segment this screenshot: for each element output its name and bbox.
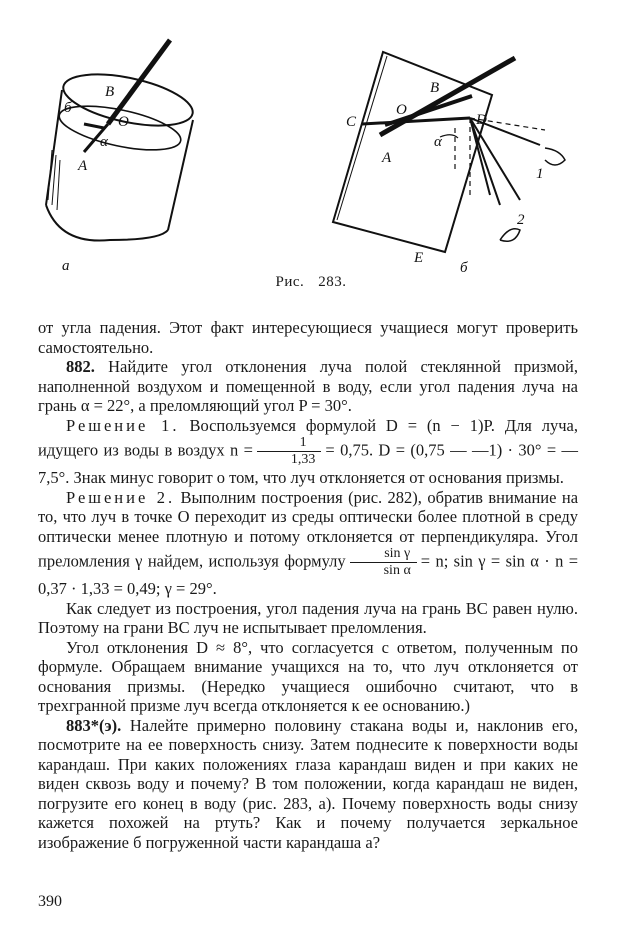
fraction-sin-denominator: sin α [383, 563, 411, 578]
prism-drawing [333, 52, 565, 252]
subfig-b: б [460, 260, 468, 276]
paragraph-intro: от угла падения. Этот факт интересующиеся учащиеся могут проверить самостоятельно. [38, 318, 578, 357]
solution-2 [38, 488, 578, 599]
caption-number: 283. [318, 274, 347, 290]
glass-drawing [46, 40, 197, 241]
fraction-sin [350, 546, 417, 579]
figure-caption [0, 274, 622, 291]
eye-1 [545, 148, 565, 165]
label-right-B: B [430, 80, 440, 96]
fraction-n [257, 435, 322, 468]
label-a: A [78, 158, 88, 174]
fraction-n-numerator: 1 [257, 435, 322, 452]
glass-shading [48, 150, 52, 200]
solution-1-text-a: Воспользуемся формулой D = (n − 1)P. Для луча, идущего из воды в воздух n = [38, 415, 579, 460]
label-delta: б [64, 100, 72, 116]
label-right-O: O [396, 102, 407, 118]
label-right-E: E [414, 250, 424, 266]
paragraph-deviation: Угол отклонения D ≈ 8°, что согласуется с ответом, полученным по формуле. Обращаем внимание учащихся на то, что луч отклоняется от основания призмы. (Нередко учащиеся ошибочно считают, что в трехгранной призме луч всегда отклоняется к ее основанию.) [38, 637, 578, 715]
eye-2 [500, 229, 520, 242]
label-b: B [105, 84, 115, 100]
label-right-C: C [346, 114, 357, 130]
glass-left-wall [46, 90, 62, 205]
problem-882-number: 882. [66, 357, 95, 376]
problem-883-number: 883*(э). [66, 715, 122, 735]
label-right-alpha: α [434, 134, 442, 150]
solution-2-text-b: = n; sin γ = sin α · n = 0,37 · 1,33 = 0,49; γ = 29°. [38, 551, 578, 598]
problem-883 [38, 716, 578, 853]
pencil-reflection [84, 124, 104, 128]
label-right-A: A [382, 150, 392, 166]
solution-1 [38, 416, 578, 488]
label-alpha: α [100, 134, 108, 150]
body-text [38, 318, 578, 852]
solution-2-text-a: Выполним построения (рис. 282), обратив внимание на то, что луч в точке O переходит из среды оптически более плотной в среду оптически менее плотную и потому отклоняется от перпендикуляра. Угол преломления γ найдем, используя формулу [38, 487, 579, 571]
ray-in [362, 118, 470, 124]
label-right-D: D [476, 112, 487, 128]
glass-bottom [46, 205, 168, 241]
problem-882 [38, 357, 578, 416]
problem-883-text: Налейте примерно половину стакана воды и, наклонив его, посмотрите на ее поверхность снизу. Затем поднесите к поверхности воды карандаш. При каких положениях глаза карандаш виден и при каких не виден сквозь воду и почему? В том положении, когда карандаш не виден, погрузите его конец в воду (рис. 283, a). Почему поверхность воды снизу кажется похожей на ртуть? Как и почему получается зеркальное изображение б погруженной части карандаша a? [38, 715, 578, 852]
prism-inner-edge [337, 56, 387, 220]
figure-283 [0, 0, 622, 310]
problem-882-text: Найдите угол отклонения луча полой стеклянной призмой, наполненной воздухом и помещенной в воду, если угол падения луча на грань α = 22°, а преломляющий угол P = 30°. [38, 357, 578, 415]
label-o: O [118, 114, 129, 130]
pencil-b-top [380, 58, 515, 135]
solution-1-text-b: = 0,75. D = (0,75 — —1) · 30° = —7,5°. Знак минус говорит о том, что луч отклоняется от основания призмы. [38, 440, 579, 487]
pencil [108, 40, 170, 124]
subfig-a: a [62, 258, 70, 274]
fraction-sin-numerator: sin γ [350, 546, 417, 563]
paragraph-bc: Как следует из построения, угол падения луча на грань BC равен нулю. Поэтому на грани BC луч не испытывает преломления. [38, 598, 578, 637]
label-eye-2: 2 [517, 212, 525, 228]
fraction-n-denominator: 1,33 [290, 452, 316, 467]
solution-1-label: Решение 1. [66, 415, 180, 435]
solution-2-label: Решение 2. [66, 487, 176, 507]
caption-prefix: Рис. [275, 274, 305, 290]
page-number: 390 [38, 893, 62, 910]
label-eye-1: 1 [536, 166, 544, 182]
